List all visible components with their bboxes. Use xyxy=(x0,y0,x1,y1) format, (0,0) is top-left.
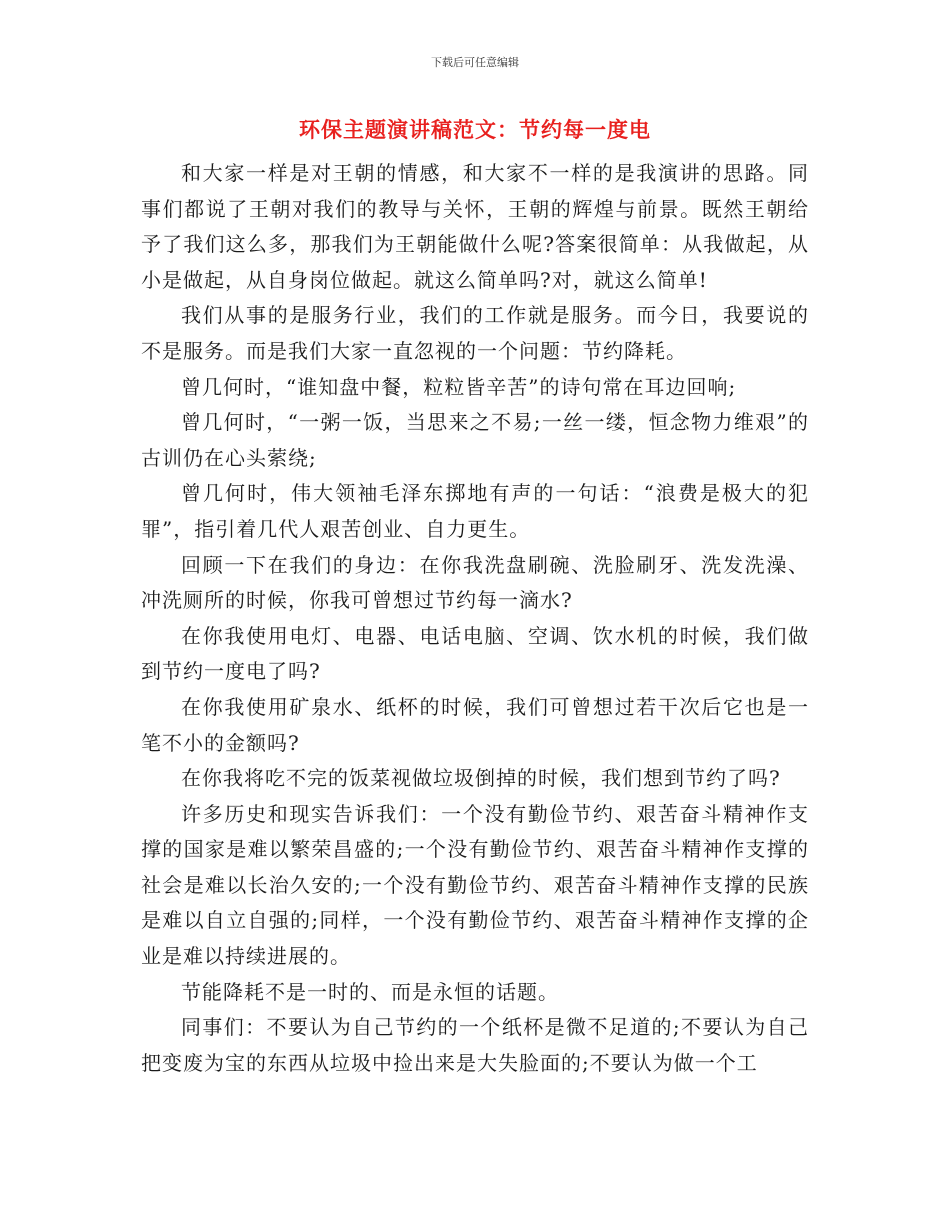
document-body xyxy=(141,156,809,1081)
paragraph: 曾几何时，“一粥一饭，当思来之不易;一丝一缕，恒念物力维艰”的古训仍在心头萦绕; xyxy=(141,410,809,470)
paragraph: 在你我使用矿泉水、纸杯的时候，我们可曾想过若干次后它也是一笔不小的金额吗? xyxy=(141,694,809,755)
paragraph: 和大家一样是对王朝的情感，和大家不一样的是我演讲的思路。同事们都说了王朝对我们的教导与关怀，王朝的辉煌与前景。既然王朝给予了我们这么多，那我们为王朝能做什么呢?答案很简单：从我做起，从小是做起，从自身岗位做起。就这么简单吗?对，就这么简单! xyxy=(141,161,809,292)
paragraph: 在你我将吃不完的饭菜视做垃圾倒掉的时候，我们想到节约了吗? xyxy=(181,766,781,791)
document-title: 环保主题演讲稿范文：节约每一度电 xyxy=(299,118,651,142)
paragraph: 曾几何时，“谁知盘中餐，粒粒皆辛苦”的诗句常在耳边回响; xyxy=(181,374,737,399)
paragraph: 在你我使用电灯、电器、电话电脑、空调、饮水机的时候，我们做到节约一度电了吗? xyxy=(141,623,809,684)
paragraph: 曾几何时，伟大领袖毛泽东掷地有声的一句话：“浪费是极大的犯罪”，指引着几代人艰苦创业、自力更生。 xyxy=(141,481,809,541)
header-note: 下载后可任意编辑 xyxy=(431,56,519,69)
paragraph: 我们从事的是服务行业，我们的工作就是服务。而今日，我要说的不是服务。而是我们大家一直忽视的一个问题：节约降耗。 xyxy=(141,303,809,363)
paragraph: 许多历史和现实告诉我们：一个没有勤俭节约、艰苦奋斗精神作支撑的国家是难以繁荣昌盛的;一个没有勤俭节约、艰苦奋斗精神作支撑的社会是难以长治久安的;一个没有勤俭节约、艰苦奋斗精神作支撑的民族是难以自立自强的;同样，一个没有勤俭节约、艰苦奋斗精神作支撑的企业是难以持续进展的。 xyxy=(141,801,809,969)
paragraph: 回顾一下在我们的身边：在你我洗盘刷碗、洗脸刷牙、洗发洗澡、冲洗厕所的时候，你我可曾想过节约每一滴水? xyxy=(141,552,809,613)
paragraph: 同事们：不要认为自己节约的一个纸杯是微不足道的;不要认为自己把变废为宝的东西从垃圾中捡出来是大失脸面的;不要认为做一个工 xyxy=(141,1015,809,1075)
paragraph: 节能降耗不是一时的、而是永恒的话题。 xyxy=(181,979,559,1004)
